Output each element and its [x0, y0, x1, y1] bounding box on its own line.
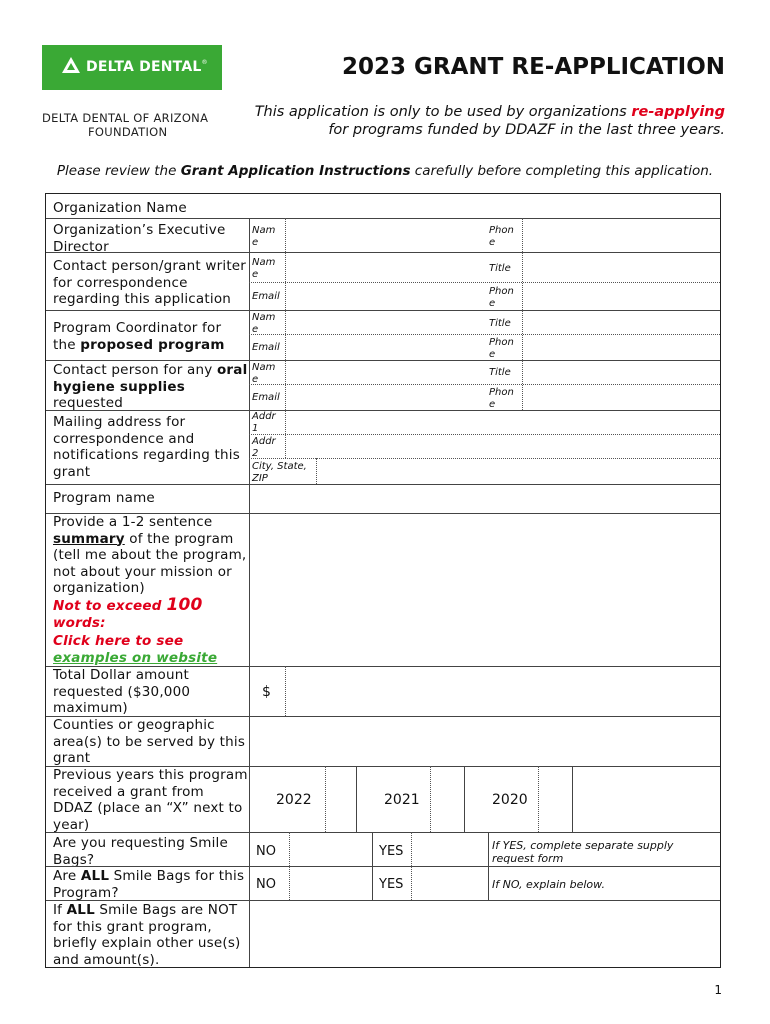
contact-title-label: Title	[489, 263, 511, 274]
year-2020-label: 2020	[492, 792, 528, 808]
address-line2-label: Addr 2	[252, 436, 276, 459]
contact-person-label: Contact person/grant writer for correspondence regarding this application	[53, 258, 247, 307]
dollar-sign: $	[262, 684, 271, 700]
smile-bags-question: Are you requesting Smile Bags?	[53, 835, 228, 868]
contact-email-label: Email	[252, 291, 280, 302]
coordinator-phone-label: Phon e	[489, 337, 514, 360]
page-number: 1	[714, 983, 722, 997]
coordinator-name-label: Nam e	[252, 312, 276, 335]
all-bags-yes-label: YES	[379, 877, 404, 892]
oral-email-label: Email	[252, 392, 280, 403]
counties-label: Counties or geographic area(s) to be served by this grant	[53, 717, 246, 766]
contact-name-label: Nam e	[252, 257, 276, 280]
coordinator-email-label: Email	[252, 342, 280, 353]
exec-name-label: Nam e	[252, 225, 276, 248]
contact-phone-label: Phon e	[489, 286, 514, 309]
smile-bags-yes-label: YES	[379, 844, 404, 859]
city-state-zip-label: City, State, ZIP	[252, 461, 307, 484]
other-use-question: If ALL Smile Bags are NOT for this grant program, briefly explain other use(s) and amount(s).	[53, 902, 241, 968]
exec-director-label: Organization’s Executive Director	[53, 222, 226, 255]
org-name-label: Organization Name	[53, 200, 187, 216]
instructions-line: Please review the Grant Application Instructions carefully before completing this application.	[56, 163, 714, 179]
year-2022-label: 2022	[276, 792, 312, 808]
year-2021-label: 2021	[384, 792, 420, 808]
delta-triangle-icon	[62, 57, 80, 73]
if-yes-note: If YES, complete separate supply request form	[492, 839, 674, 865]
oral-phone-label: Phon e	[489, 387, 514, 410]
all-bags-no-label: NO	[256, 877, 276, 892]
delta-dental-logo	[42, 45, 222, 90]
word-limit-note: Not to exceed 100 words:	[53, 595, 203, 631]
oral-hygiene-contact-label: Contact person for any oral hygiene supplies requested	[53, 362, 248, 411]
page-title: 2023 GRANT RE-APPLICATION	[342, 54, 725, 80]
examples-link[interactable]: Click here to see examples on website	[53, 633, 218, 666]
oral-name-label: Nam e	[252, 362, 276, 385]
address-line1-label: Addr 1	[252, 411, 276, 434]
subtitle: This application is only to be used by organizations re-applying for programs funded by DDAZF in the last three years.	[254, 104, 725, 138]
exec-phone-label: Phon e	[489, 225, 514, 248]
oral-title-label: Title	[489, 367, 511, 378]
foundation-name-line1: DELTA DENTAL OF ARIZONA	[42, 111, 209, 125]
summary-label: Provide a 1-2 sentence summary of the program (tell me about the program, not about your mission or organization)	[53, 514, 247, 596]
program-coordinator-label: Program Coordinator for the proposed program	[53, 320, 225, 353]
mailing-address-label: Mailing address for correspondence and notifications regarding this grant	[53, 414, 240, 480]
total-amount-label: Total Dollar amount requested ($30,000 maximum)	[53, 667, 191, 716]
all-smile-bags-question: Are ALL Smile Bags for this Program?	[53, 868, 245, 901]
foundation-name-line2: FOUNDATION	[88, 125, 168, 139]
previous-years-label: Previous years this program received a grant from DDAZ (place an “X” next to year)	[53, 767, 248, 833]
if-no-note: If NO, explain below.	[492, 878, 605, 891]
logo-wordmark: DELTA DENTAL®	[86, 59, 208, 75]
smile-bags-no-label: NO	[256, 844, 276, 859]
program-name-label: Program name	[53, 490, 155, 506]
coordinator-title-label: Title	[489, 318, 511, 329]
application-form	[45, 193, 721, 968]
